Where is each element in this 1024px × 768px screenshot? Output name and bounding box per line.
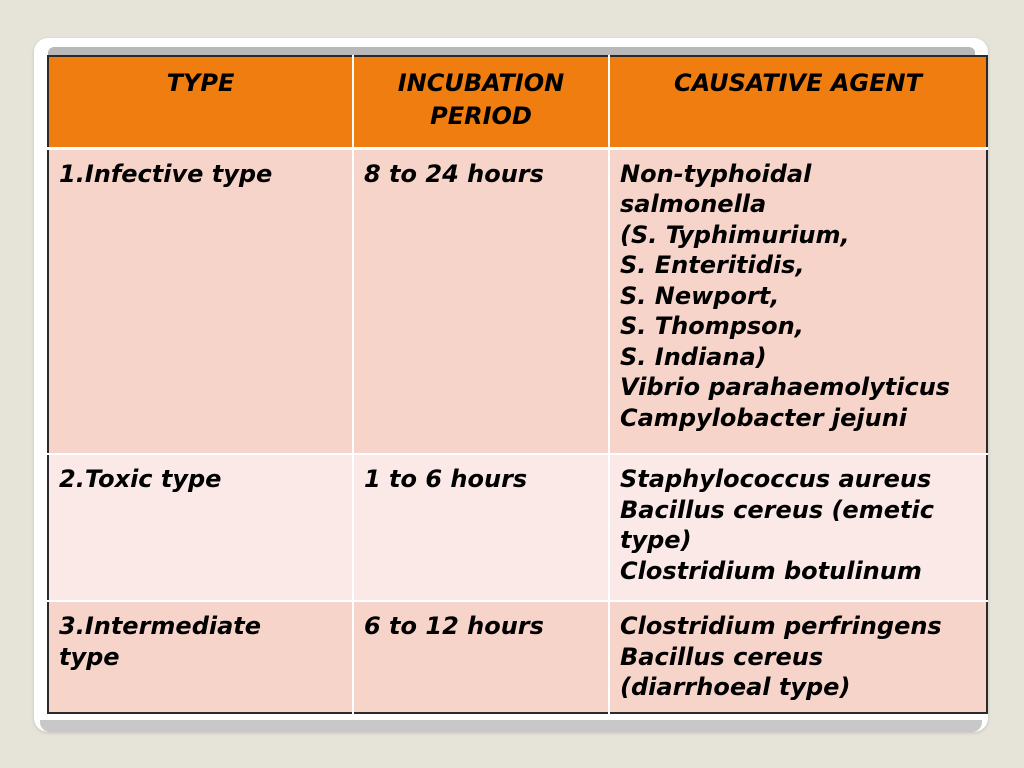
agent-line: Bacillus cereus (emetic bbox=[620, 495, 934, 524]
cell-type bbox=[48, 454, 353, 601]
agent-line: Clostridium botulinum bbox=[620, 556, 922, 585]
cell-type bbox=[48, 148, 353, 454]
cell-agent bbox=[609, 454, 987, 601]
incubation-value: 8 to 24 hours bbox=[364, 159, 544, 188]
table-row bbox=[48, 148, 987, 454]
header-causative-agent bbox=[609, 56, 987, 148]
agent-line: Bacillus cereus bbox=[620, 642, 824, 671]
agent-line: Non-typhoidal bbox=[620, 159, 812, 188]
slide-bottom-bar bbox=[40, 720, 982, 732]
agent-line: S. Newport, bbox=[620, 281, 780, 310]
agent-line: type) bbox=[620, 526, 692, 554]
agent-line: Vibrio parahaemolyticus bbox=[620, 373, 951, 401]
header-incubation-period bbox=[353, 56, 609, 148]
table-row bbox=[48, 454, 987, 601]
agent-line: (S. Typhimurium, bbox=[620, 220, 850, 249]
cell-agent bbox=[609, 601, 987, 713]
cell-incubation bbox=[353, 601, 609, 713]
agent-line: (diarrhoeal type) bbox=[620, 673, 851, 701]
food-poisoning-table bbox=[47, 55, 988, 714]
agent-line: Staphylococcus aureus bbox=[620, 465, 932, 493]
cell-incubation bbox=[353, 454, 609, 601]
table-row bbox=[48, 601, 987, 713]
type-line: 2.Toxic type bbox=[59, 465, 222, 493]
cell-incubation bbox=[353, 148, 609, 454]
type-line: 1.Infective type bbox=[59, 159, 273, 188]
header-row bbox=[48, 56, 987, 148]
header-agent-label: CAUSATIVE AGENT bbox=[674, 69, 922, 97]
agent-line: S. Indiana) bbox=[620, 342, 767, 371]
incubation-value: 1 to 6 hours bbox=[364, 465, 528, 493]
cell-type bbox=[48, 601, 353, 713]
agent-line: Campylobacter jejuni bbox=[620, 403, 908, 432]
incubation-value: 6 to 12 hours bbox=[364, 612, 544, 640]
header-incubation-line2: PERIOD bbox=[430, 102, 532, 130]
cell-agent bbox=[609, 148, 987, 454]
agent-line: Clostridium perfringens bbox=[620, 612, 942, 640]
agent-line: S. Enteritidis, bbox=[620, 251, 805, 279]
type-line: 3.Intermediate bbox=[59, 612, 262, 640]
agent-line: S. Thompson, bbox=[620, 312, 804, 340]
agent-line: salmonella bbox=[620, 190, 767, 218]
header-type bbox=[48, 56, 353, 148]
header-type-label: TYPE bbox=[166, 69, 235, 97]
type-line: type bbox=[59, 642, 120, 671]
header-incubation-line1: INCUBATION bbox=[397, 69, 565, 97]
